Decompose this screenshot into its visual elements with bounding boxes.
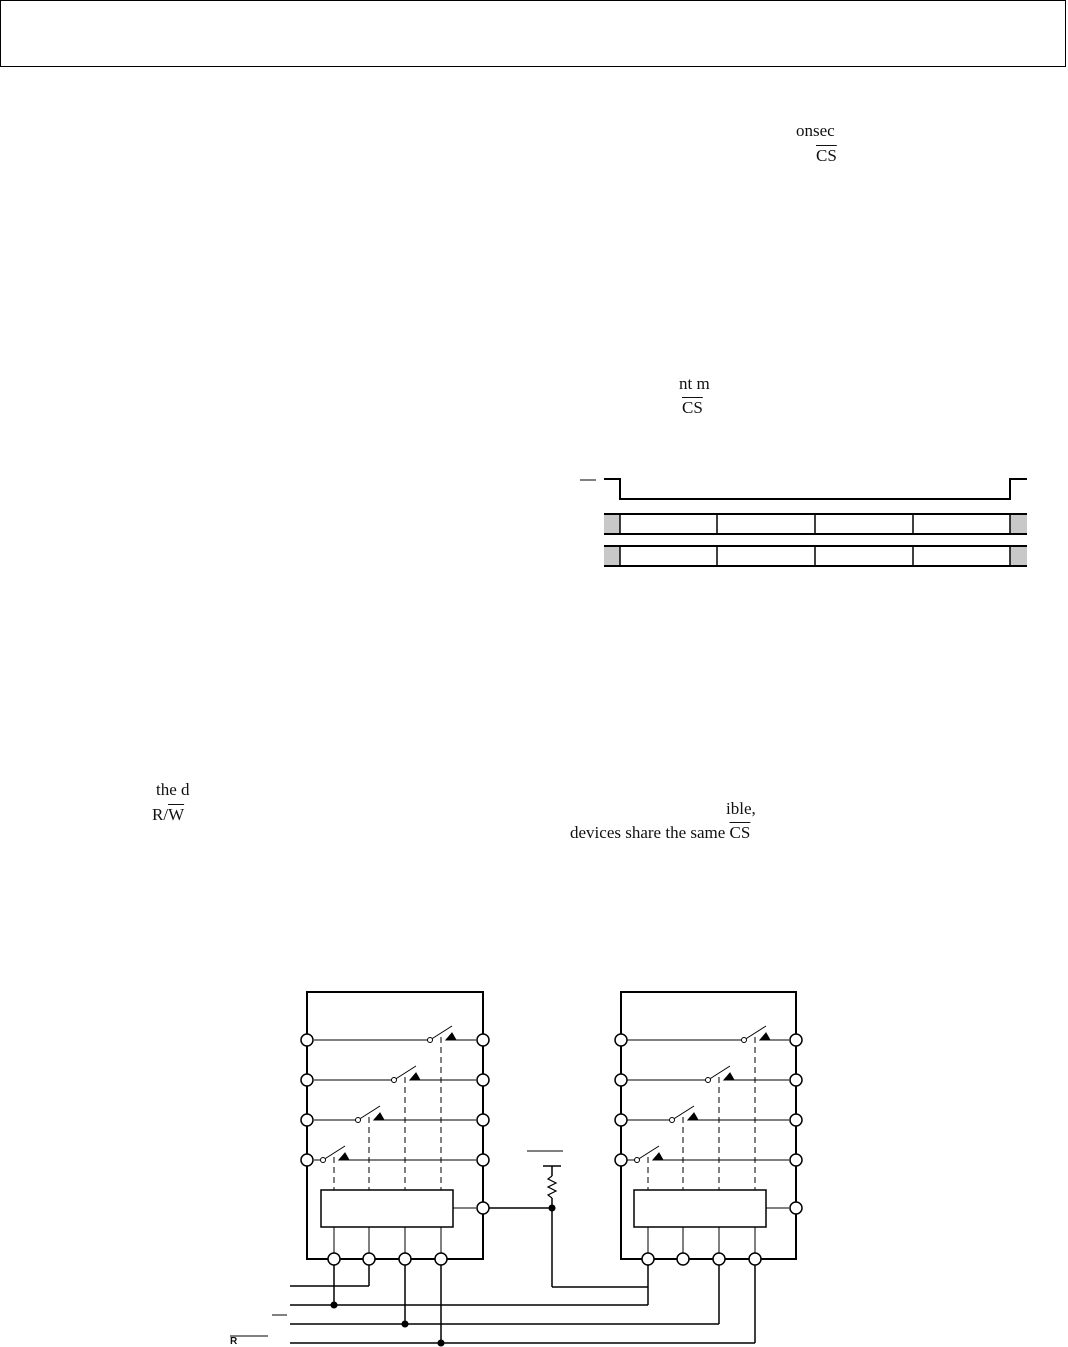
pin-r-right-2 — [790, 1074, 802, 1086]
sw-l4-arrow — [339, 1153, 349, 1160]
pin-r-left-2 — [615, 1074, 627, 1086]
bus-line-2-junction — [331, 1302, 337, 1308]
device-left — [301, 992, 489, 1265]
sw-r3-contact — [670, 1118, 675, 1123]
pin-r-bottom-4 — [749, 1253, 761, 1265]
sw-l3-arrow — [374, 1113, 384, 1120]
bus-2-shaded-start — [604, 547, 620, 566]
device-right-logic-block — [634, 1190, 766, 1227]
schematic — [230, 992, 802, 1346]
bus-line-4-label: R — [230, 1336, 238, 1347]
device-left-logic-block — [321, 1190, 453, 1227]
pin-l-right-4 — [477, 1154, 489, 1166]
sw-r2-arrow — [724, 1073, 734, 1080]
sw-l4-contact — [321, 1158, 326, 1163]
bus-line-4-junction — [438, 1340, 444, 1346]
bus-2-shaded-end — [1010, 547, 1027, 566]
sw-r1-arrow — [760, 1033, 770, 1040]
text-fragment-the-d: the d — [156, 780, 190, 799]
sw-r1-contact — [742, 1038, 747, 1043]
device-right-internal-links — [648, 1227, 755, 1253]
text-fragment-cs-overbar: $\overline{CS}$ — [816, 146, 837, 165]
sw-l3-contact — [356, 1118, 361, 1123]
pin-r-left-4 — [615, 1154, 627, 1166]
device-left-pins — [301, 1034, 489, 1265]
sw-r4-arrow — [653, 1153, 663, 1160]
text-r-slash: R/ — [152, 805, 169, 824]
text-fragment-onsec: onsec — [796, 121, 835, 140]
sw-l1-arrow — [446, 1033, 456, 1040]
text-fragment-nt-m: nt m — [679, 374, 710, 393]
pin-r-bottom-1 — [642, 1253, 654, 1265]
cs-low-pulse — [604, 479, 1027, 499]
pin-l-bottom-1 — [328, 1253, 340, 1265]
pin-r-bottom-2 — [677, 1253, 689, 1265]
text-cs-overbar-3: $\overline{CS}$ — [729, 823, 751, 842]
pin-l-right-2 — [477, 1074, 489, 1086]
pin-l-left-3 — [301, 1114, 313, 1126]
pin-l-right-5 — [477, 1202, 489, 1214]
pin-r-bottom-3 — [713, 1253, 725, 1265]
pin-l-right-3 — [477, 1114, 489, 1126]
data-bus-row-1 — [604, 514, 1027, 534]
sw-l1-contact — [428, 1038, 433, 1043]
device-right — [615, 992, 802, 1265]
pin-r-right-4 — [790, 1154, 802, 1166]
pin-r-left-1 — [615, 1034, 627, 1046]
sw-r4-contact — [635, 1158, 640, 1163]
pin-r-right-5 — [790, 1202, 802, 1214]
data-bus-row-2 — [604, 546, 1027, 566]
text-devices-share-the-same: devices share the same — [570, 823, 726, 842]
sw-r3-arrow — [688, 1113, 698, 1120]
sw-l2-contact — [392, 1078, 397, 1083]
device-right-pins — [615, 1034, 802, 1265]
pin-l-left-1 — [301, 1034, 313, 1046]
bus-1-shaded-start — [604, 515, 620, 534]
device-left-switches — [314, 1026, 476, 1208]
device-left-internal-links — [334, 1227, 441, 1253]
resistor-zigzag — [548, 1176, 556, 1198]
pullup-network — [489, 1151, 648, 1287]
sw-r2-contact — [706, 1078, 711, 1083]
shared-bus — [230, 1265, 755, 1346]
pin-r-right-1 — [790, 1034, 802, 1046]
bus-1-shaded-end — [1010, 515, 1027, 534]
device-right-switches — [627, 1026, 789, 1208]
text-fragment-ible: ible, — [726, 799, 756, 818]
sw-l2-arrow — [410, 1073, 420, 1080]
pin-l-right-1 — [477, 1034, 489, 1046]
text-w-overbar: $\overline{W}$ — [168, 805, 185, 824]
bus-line-3-junction — [402, 1321, 408, 1327]
pin-l-bottom-2 — [363, 1253, 375, 1265]
text-fragment-cs-overbar-2: $\overline{CS}$ — [682, 398, 703, 417]
pin-l-left-4 — [301, 1154, 313, 1166]
pin-r-left-3 — [615, 1114, 627, 1126]
pin-l-bottom-4 — [435, 1253, 447, 1265]
pin-l-left-2 — [301, 1074, 313, 1086]
pin-r-right-3 — [790, 1114, 802, 1126]
cs-waveform — [580, 479, 1027, 499]
pin-l-bottom-3 — [399, 1253, 411, 1265]
